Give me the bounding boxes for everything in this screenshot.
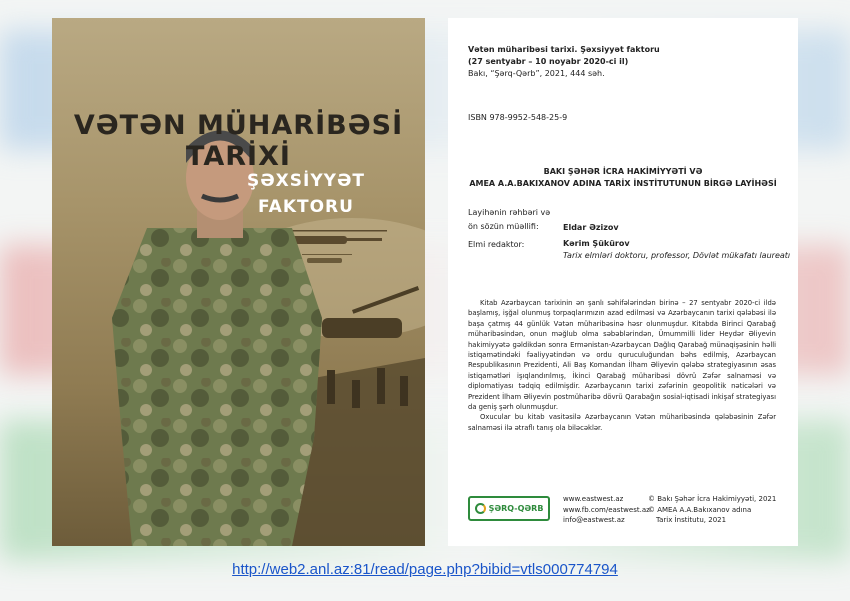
- leader-label-line1: Layihənin rəhbəri və: [468, 208, 551, 217]
- cover-subtitle: [247, 168, 365, 220]
- publisher-logo-icon: [475, 503, 486, 514]
- biblio-publisher: Bakı, “Şərq-Qərb”, 2021, 444 səh.: [468, 69, 605, 78]
- isbn: ISBN 978-9952-548-25-9: [468, 113, 568, 122]
- bibliographic-record: [468, 44, 660, 80]
- leader-label: [468, 206, 550, 234]
- project-organizations: [448, 166, 798, 190]
- annotation-paragraph-2: Oxucular bu kitab vasitəsilə Azərbaycanın Vətən müharibəsində qələbəsinin Zəfər salnaməsi ilə ətraflı tanış ola biləcəklər.: [468, 413, 776, 432]
- library-link[interactable]: http://web2.anl.az:81/read/page.php?bibid=vtls000774794: [232, 561, 618, 578]
- editor-block: [563, 238, 790, 262]
- annotation-paragraph-1: Kitab Azərbaycan tarixinin ən şanlı səhifələrindən birinə – 27 sentyabr 2020-ci ildə başlamış, işğal olunmuş torpaqlarımızın azad edilməsi və Azərbaycanın tarixi qələbəsi ilə başa çatmış 44 günlük Vətən müharibəsinə həsr olunmuşdur. Kitabda Birinci Qarabağ müharibəsindən, onun məğlub olma səbəblərindən, Ümummilli lider Heydər Əliyevin hakimiyyətə gəldikdən sonra Ermənistan-Azərbaycan Dağlıq Qarabağ münaqişəsinin həlli istiqamətindəki fəaliyyətindən və ordu quruculuğundan bəhs edilmiş, Azərbaycan Respublikasının Prezidenti, Ali Baş Komandan İlham Əliyevin qələbə strategiyasının əsas istiqamətləri işıqlandırılmış, İkinci Qarabağ müharibəsi dövrü Zəfər salnaməsi və diplomatiyası tədqiq edilmişdir. Azərbaycanın tarixi zəfərinin geopolitik nəticələri və Prezident İlham Əliyevin postmüharibə dövrü Qarabağın sosial-iqtisadi inkişaf strategiyası da geniş şərh olunmuşdur.: [468, 299, 776, 412]
- publisher-logo-text: ŞƏRQ-QƏRB: [488, 504, 544, 513]
- biblio-dates: (27 sentyabr – 10 noyabr 2020-ci il): [468, 57, 629, 66]
- editor-title: Tarix elmləri doktoru, professor, Dövlət mükafatı laureatı: [563, 251, 791, 260]
- org-line-2: AMEA A.A.BAKIXANOV ADINA TARİX İNSTİTUTUNUN BİRGƏ LAYİHƏSİ: [469, 179, 777, 188]
- leader-label-line2: ön sözün müəllifi:: [468, 222, 539, 231]
- publisher-contacts: [563, 494, 650, 526]
- cover-illustration: [52, 18, 425, 546]
- editor-label: Elmi redaktor:: [468, 240, 525, 249]
- leader-name: Eldar Əzizov: [563, 223, 619, 232]
- cover-subtitle-line2: FAKTORU: [258, 197, 354, 217]
- editor-name: Kərim Şükürov: [563, 239, 630, 248]
- book-info-page: [448, 18, 798, 546]
- cover-subtitle-line1: ŞƏXSİYYƏT: [246, 171, 365, 191]
- contact-email: info@eastwest.az: [563, 516, 625, 524]
- publisher-logo: [468, 496, 550, 521]
- book-cover: [52, 18, 425, 546]
- cover-title: VƏTƏN MÜHARİBƏSİ TARİXİ: [73, 110, 404, 172]
- copyright-line-1: © Bakı Şəhər İcra Hakimiyyəti, 2021: [648, 495, 777, 503]
- org-line-1: BAKI ŞƏHƏR İCRA HAKİMİYYƏTİ VƏ: [543, 167, 703, 176]
- contact-facebook: www.fb.com/eastwest.az: [563, 505, 650, 514]
- book-annotation: [468, 298, 776, 433]
- contact-website: www.eastwest.az: [563, 495, 624, 503]
- copyright: [648, 494, 776, 526]
- copyright-line-2: © AMEA A.A.Bakıxanov adına: [648, 505, 752, 514]
- biblio-title: Vətən müharibəsi tarixi. Şəxsiyyət faktoru: [468, 45, 660, 54]
- copyright-line-3: Tarix İnstitutu, 2021: [656, 516, 727, 524]
